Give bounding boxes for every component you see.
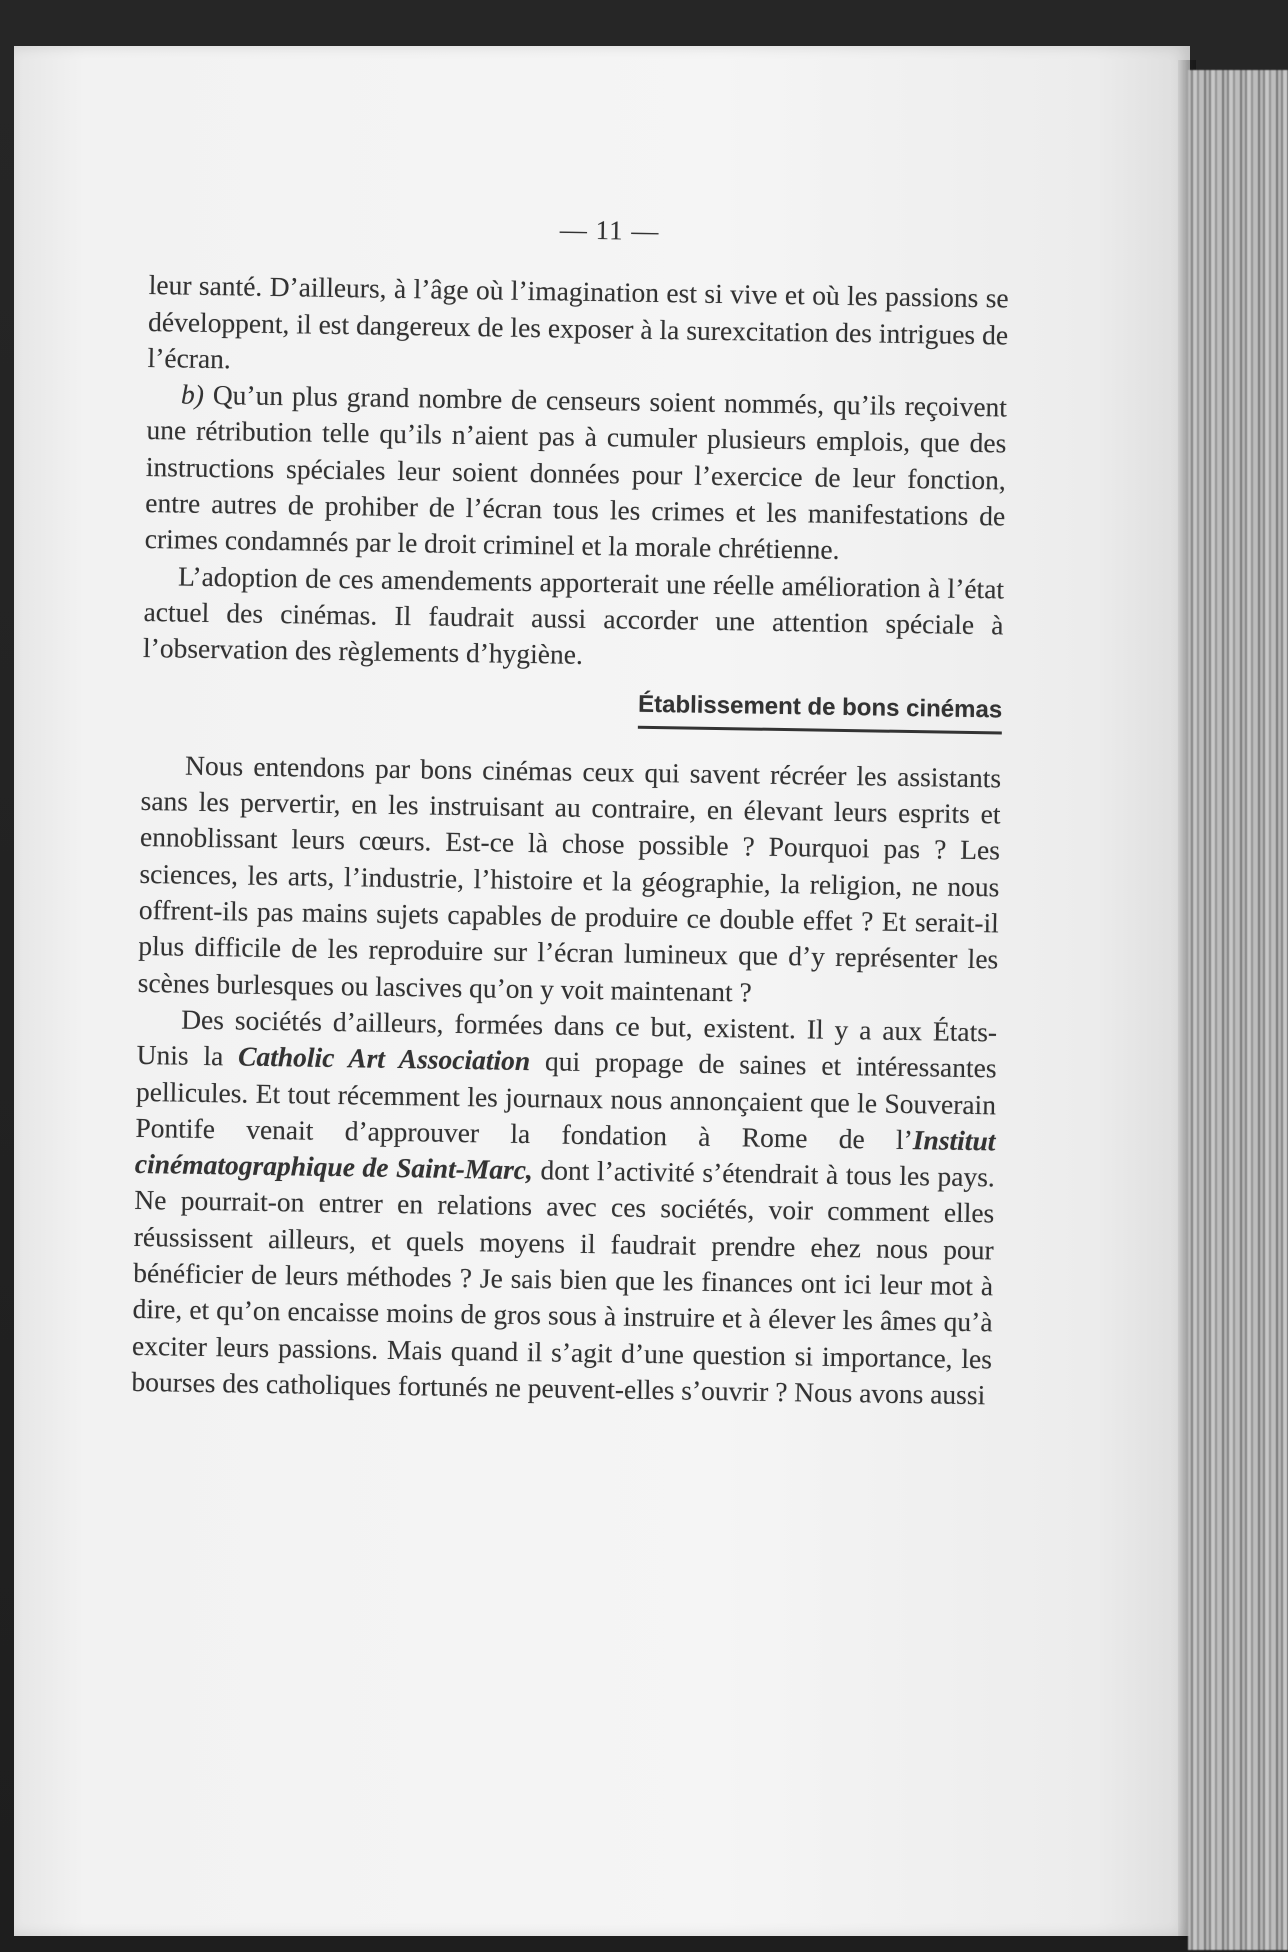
paragraph-continuation: leur santé. D’ailleurs, à l’âge où l’imagination est si vive et où les passions se développent, il est dangereux de les exposer à la surexcitation des intrigues de l’écran. (147, 269, 1009, 375)
list-label: b) (180, 378, 205, 411)
paragraph-societies (131, 1001, 997, 1414)
organization-name-institut: Institut cinématographique de Saint-Marc, (134, 1123, 996, 1186)
stacked-page-edges (1188, 70, 1288, 1950)
paragraph-amendment-b (144, 376, 1007, 571)
paragraph-adoption: L’adoption de ces amendements apporterait une réelle amélioration à l’état actuel des cinémas. Il faudrait aussi accorder une attention spéciale à l’observation des règlements d’hygiène. (142, 560, 1005, 671)
paragraph-societies-part2: qui propage de saines et intéressantes pellicules. Et tout récemment les journaux nous annonçaient que le Souverain Pontife venait d’approuver la fondation à Rome de l’ (135, 1045, 997, 1155)
paragraph-good-cinemas: Nous entendons par bons cinémas ceux qui savent récréer les assistants sans les pervertir, en les instruisant au contraire, en élevant leurs esprits et ennoblissant leurs cœurs. Est-ce là chose possible ? Pourquoi pas ? Les sciences, les arts, l’industrie, l’histoire et la géographie, la religion, ne nous offrent-ils pas mains sujets capables de produire ce double effet ? Et serait-il plus difficile de les reproduire sur l’écran lumineux que d’y représenter les scènes burlesques ou lascives qu’on y voit maintenant ? (137, 749, 1002, 1008)
paragraph-amendment-b-text: Qu’un plus grand nombre de censeurs soient nommés, qu’ils reçoivent une rétribution telle qu’ils n’aient pas à cumuler plusieurs emplois, que des instructions spéciales leur soient données pour l’exercice de leur fonction, entre autres de prohiber de l’écran tous les crimes et les manifestations de crimes condamnés par le droit criminel et la morale chrétienne. (144, 379, 1008, 566)
organization-name-catholic-art: Catholic Art Association (237, 1040, 531, 1077)
section-heading-text: Établissement de bons cinémas (638, 686, 1003, 734)
paragraph-societies-part3: dont l’activité s’étendrait à tous les pays. Ne pourrait-on entrer en relations avec ces sociétés, voir comment elles réussissent ailleurs, et quels moyens il faudrait prendre ehez nous pour bénéficier de leurs méthodes ? Je sais bien que les finances ont ici leur mot à dire, et qu’on encaisse moins de gros sous à instruire et à élever les âmes qu’à exciter leurs passions. Mais quand il s’agit d’une question si importance, les bourses des catholiques fortunés ne peuvent-elles s’ouvrir ? Nous avons aussi (131, 1154, 996, 1411)
paragraph-societies-part1: Des sociétés d’ailleurs, formées dans ce but, existent. Il y a aux États-Unis la (136, 1003, 998, 1072)
section-heading (142, 679, 1003, 735)
page-text (131, 205, 1010, 1414)
page-number: — 11 — (559, 214, 660, 247)
